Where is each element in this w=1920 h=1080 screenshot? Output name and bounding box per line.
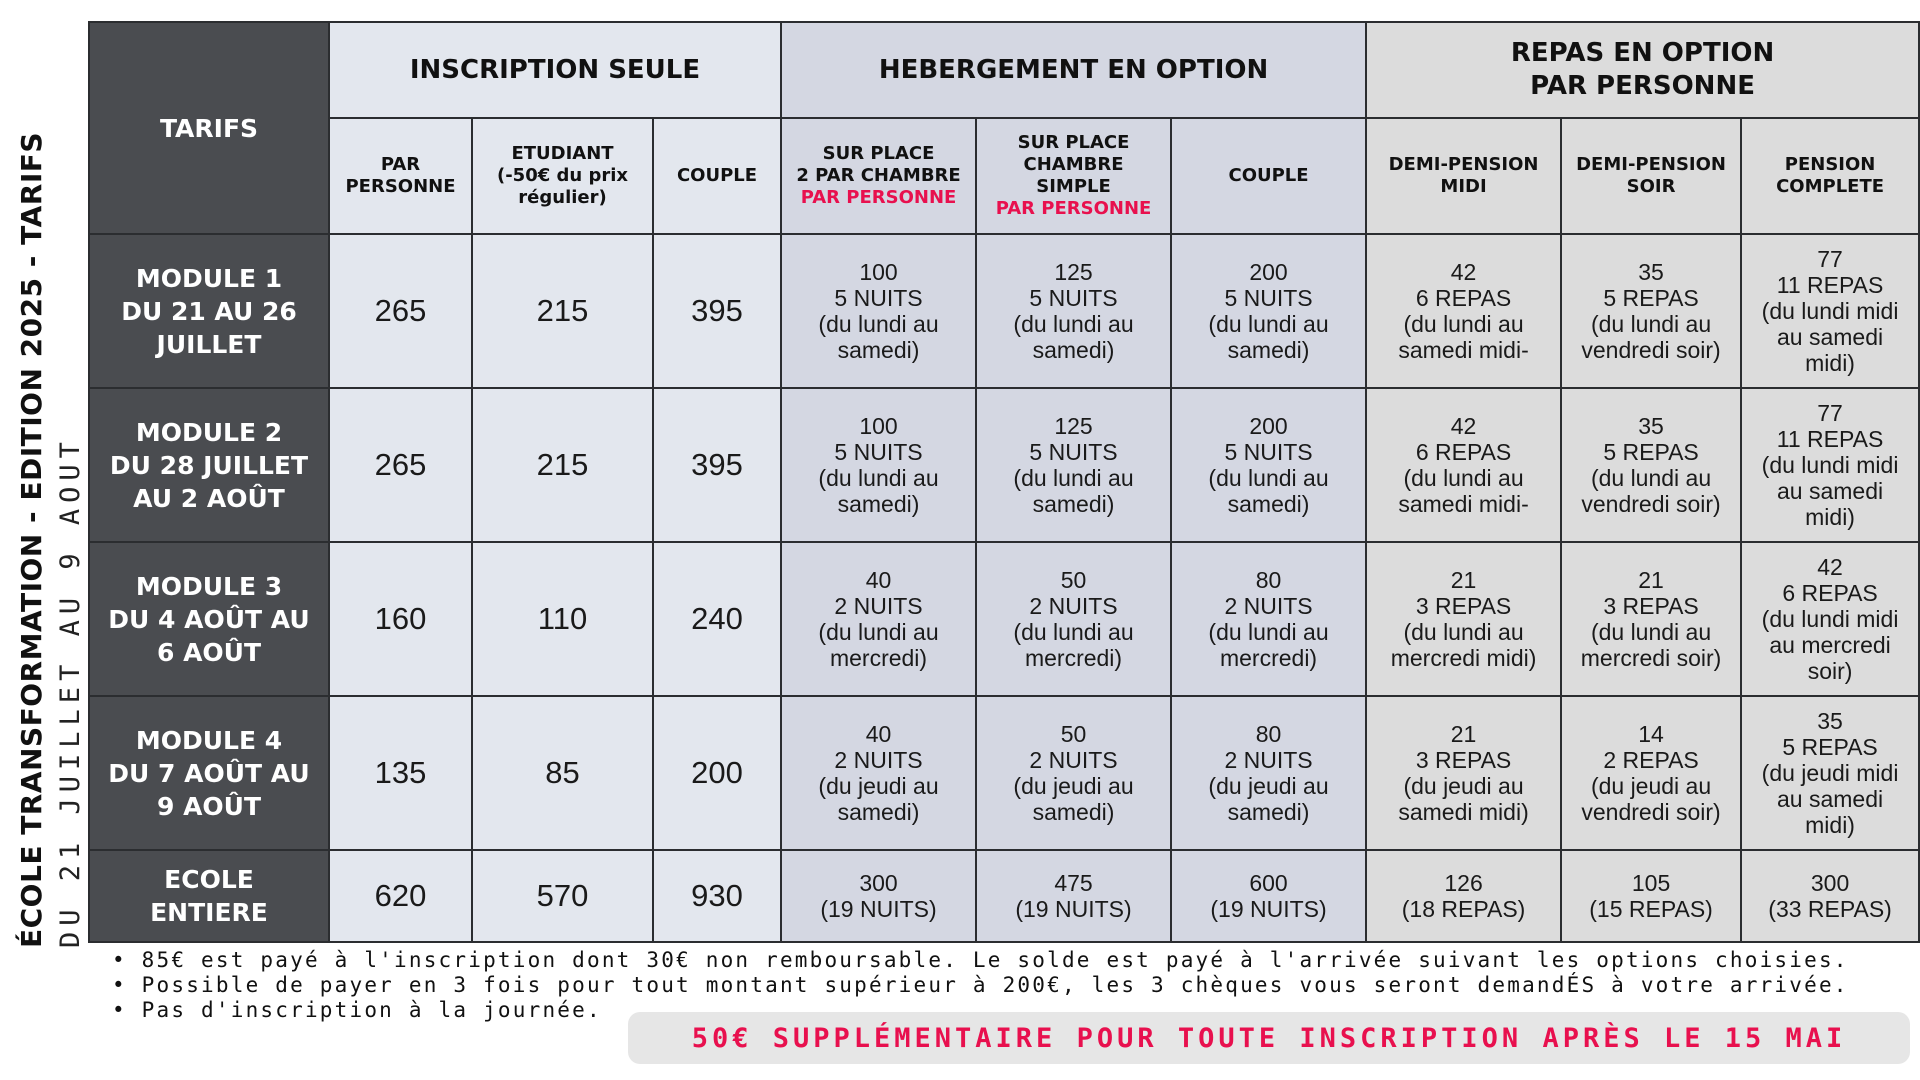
- repas-cell-line: (du jeudi au: [1403, 773, 1524, 799]
- col-par-personne: [329, 118, 472, 234]
- row-label-line: MODULE 4: [135, 725, 283, 755]
- hebergement-cell-line: 5 NUITS: [1224, 285, 1313, 311]
- inscription-price: 620: [329, 850, 472, 942]
- table-row: [89, 234, 1919, 388]
- repas-cell-line: mercredi soir): [1580, 645, 1722, 671]
- repas-cell-line: 105: [1631, 870, 1671, 896]
- repas-cell-line: 11 REPAS: [1776, 272, 1884, 298]
- repas-cell-line: 126: [1444, 870, 1483, 896]
- repas-cell: [1561, 696, 1741, 850]
- hebergement-cell-line: mercredi): [1219, 645, 1318, 671]
- hebergement-cell-line: 300: [859, 870, 898, 896]
- repas-cell-line: (du lundi au: [1590, 465, 1712, 491]
- vertical-title: ÉCOLE TRANSFORMATION - EDITION 2025 - TARIFS: [15, 131, 48, 948]
- late-fee-text: 50€ SUPPLÉMENTAIRE POUR TOUTE INSCRIPTION APRÈS LE 15 MAI: [691, 1022, 1847, 1054]
- hebergement-cell-line: 2 NUITS: [834, 747, 923, 773]
- hebergement-cell: [976, 234, 1171, 388]
- hebergement-cell-line: (du lundi au: [818, 311, 939, 337]
- repas-cell-line: 77: [1817, 400, 1843, 426]
- repas-cell: [1741, 850, 1919, 942]
- col-sur-place-simple-l2: CHAMBRE: [1023, 154, 1124, 175]
- row-label-line: MODULE 1: [135, 263, 283, 293]
- col-couple-heb: COUPLE: [1171, 118, 1366, 234]
- repas-cell-line: samedi midi-: [1398, 337, 1529, 363]
- hebergement-cell-line: (du lundi au: [1208, 619, 1329, 645]
- repas-cell-line: (du lundi au: [1403, 619, 1524, 645]
- col-couple: COUPLE: [653, 118, 781, 234]
- col-demi-soir: [1561, 118, 1741, 234]
- group-repas: [1366, 22, 1919, 118]
- hebergement-cell-line: 5 NUITS: [834, 285, 923, 311]
- repas-cell-line: 14: [1638, 721, 1664, 747]
- col-sur-place-simple-pink: PAR PERSONNE: [995, 198, 1152, 219]
- col-sur-place-2: [781, 118, 976, 234]
- hebergement-cell-line: 2 NUITS: [1029, 747, 1118, 773]
- hebergement-cell: [976, 850, 1171, 942]
- inscription-price: 240: [653, 542, 781, 696]
- note-1: • 85€ est payé à l'inscription dont 30€ non remboursable. Le solde est payé à l'arrivée suivant les options choisies.: [112, 948, 1849, 972]
- col-pension: [1741, 118, 1919, 234]
- repas-cell-line: 21: [1450, 721, 1477, 747]
- repas-cell-line: 21: [1638, 567, 1664, 593]
- hebergement-cell-line: (du lundi au: [1208, 311, 1329, 337]
- repas-cell-line: (du lundi au: [1590, 619, 1712, 645]
- hebergement-cell-line: mercredi): [1024, 645, 1123, 671]
- row-label-line: DU 7 AOÛT AU: [108, 758, 310, 788]
- repas-cell: [1561, 850, 1741, 942]
- col-par-personne-l1: PAR: [380, 154, 421, 175]
- repas-cell-line: samedi midi): [1398, 799, 1529, 825]
- col-sur-place-2-l2: 2 PAR CHAMBRE: [796, 165, 961, 186]
- row-label-line: 9 AOÛT: [156, 791, 262, 821]
- hebergement-cell: [781, 542, 976, 696]
- table-row: [89, 542, 1919, 696]
- hebergement-cell-line: samedi): [837, 799, 920, 825]
- col-etudiant-l2: (-50€ du prix: [496, 165, 629, 186]
- row-label: [89, 234, 329, 388]
- row-label-line: MODULE 3: [135, 571, 283, 601]
- repas-cell-line: au samedi: [1777, 324, 1884, 350]
- inscription-price: 395: [653, 234, 781, 388]
- hebergement-cell-line: (du lundi au: [818, 465, 939, 491]
- hebergement-cell-line: 5 NUITS: [834, 439, 923, 465]
- repas-cell-line: midi): [1805, 350, 1855, 376]
- hebergement-cell-line: samedi): [1227, 491, 1310, 517]
- inscription-price: 265: [329, 234, 472, 388]
- hebergement-cell-line: 2 NUITS: [1029, 593, 1118, 619]
- hebergement-cell-line: 80: [1255, 721, 1282, 747]
- repas-cell-line: (15 REPAS): [1589, 896, 1713, 922]
- hebergement-cell-line: 2 NUITS: [1224, 593, 1313, 619]
- repas-cell-line: 42: [1450, 259, 1477, 285]
- repas-cell-line: 42: [1817, 554, 1843, 580]
- hebergement-cell-line: (du jeudi au: [1208, 773, 1329, 799]
- repas-cell-line: (18 REPAS): [1401, 896, 1526, 922]
- inscription-price: 570: [472, 850, 653, 942]
- repas-cell-line: 5 REPAS: [1603, 439, 1699, 465]
- col-demi-midi: [1366, 118, 1561, 234]
- inscription-price: 200: [653, 696, 781, 850]
- table-row: [89, 696, 1919, 850]
- repas-cell-line: 35: [1638, 413, 1664, 439]
- repas-cell-line: 300: [1810, 870, 1850, 896]
- hebergement-cell-line: (du jeudi au: [818, 773, 939, 799]
- col-demi-soir-l2: SOIR: [1626, 176, 1676, 197]
- repas-cell-line: vendredi soir): [1581, 491, 1721, 517]
- repas-cell-line: (du jeudi au: [1590, 773, 1712, 799]
- repas-cell-line: (du jeudi midi: [1761, 760, 1899, 786]
- hebergement-cell-line: 125: [1054, 413, 1093, 439]
- repas-cell-line: 42: [1450, 413, 1477, 439]
- hebergement-cell-line: 40: [865, 567, 892, 593]
- hebergement-cell-line: samedi): [1032, 491, 1115, 517]
- row-label: [89, 388, 329, 542]
- inscription-price: 135: [329, 696, 472, 850]
- row-label-line: DU 28 JUILLET: [109, 450, 309, 480]
- repas-cell: [1366, 696, 1561, 850]
- repas-cell-line: (du lundi au: [1590, 311, 1712, 337]
- hebergement-cell-line: 125: [1054, 259, 1093, 285]
- hebergement-cell: [781, 388, 976, 542]
- repas-cell-line: 3 REPAS: [1415, 747, 1512, 773]
- hebergement-cell-line: 80: [1255, 567, 1282, 593]
- inscription-price: 160: [329, 542, 472, 696]
- repas-cell-line: samedi midi-: [1398, 491, 1529, 517]
- hebergement-cell-line: 5 NUITS: [1029, 285, 1118, 311]
- col-demi-midi-l2: MIDI: [1440, 176, 1487, 197]
- repas-cell-line: au samedi: [1777, 786, 1884, 812]
- inscription-price: 395: [653, 388, 781, 542]
- row-label: [89, 850, 329, 942]
- hebergement-cell-line: 5 NUITS: [1224, 439, 1313, 465]
- repas-cell-line: 11 REPAS: [1776, 426, 1884, 452]
- note-2: • Possible de payer en 3 fois pour tout montant supérieur à 200€, les 3 chèques vous seront demandÉS à votre arrivée.: [112, 973, 1849, 997]
- hebergement-cell-line: samedi): [1227, 799, 1310, 825]
- hebergement-cell-line: (19 NUITS): [820, 896, 937, 922]
- repas-cell: [1741, 388, 1919, 542]
- repas-cell-line: 35: [1817, 708, 1843, 734]
- hebergement-cell-line: 475: [1054, 870, 1093, 896]
- hebergement-cell-line: 200: [1249, 259, 1288, 285]
- repas-cell-line: 77: [1817, 246, 1843, 272]
- repas-cell: [1741, 696, 1919, 850]
- repas-cell-line: (du lundi au: [1403, 311, 1524, 337]
- col-pension-l1: PENSION: [1784, 154, 1876, 175]
- group-hebergement: HEBERGEMENT EN OPTION: [781, 22, 1366, 118]
- table-row: [89, 850, 1919, 942]
- col-sur-place-simple: [976, 118, 1171, 234]
- hebergement-cell: [781, 696, 976, 850]
- repas-cell-line: (33 REPAS): [1768, 896, 1892, 922]
- repas-cell-line: 3 REPAS: [1415, 593, 1512, 619]
- repas-cell-line: (du lundi au: [1403, 465, 1524, 491]
- repas-cell-line: 6 REPAS: [1415, 439, 1512, 465]
- hebergement-cell-line: mercredi): [829, 645, 928, 671]
- hebergement-cell-line: (du lundi au: [1013, 465, 1134, 491]
- inscription-price: 265: [329, 388, 472, 542]
- table-body: [89, 234, 1919, 942]
- repas-cell-line: midi): [1805, 812, 1855, 838]
- hebergement-cell-line: samedi): [1032, 799, 1115, 825]
- hebergement-cell-line: 5 NUITS: [1029, 439, 1118, 465]
- hebergement-cell: [1171, 696, 1366, 850]
- repas-cell-line: (du lundi midi: [1761, 452, 1899, 478]
- col-sur-place-2-pink: PAR PERSONNE: [800, 187, 957, 208]
- hebergement-cell: [781, 850, 976, 942]
- hebergement-cell-line: samedi): [1032, 337, 1115, 363]
- repas-cell: [1561, 542, 1741, 696]
- col-sur-place-simple-l3: SIMPLE: [1036, 176, 1111, 197]
- repas-cell-line: 21: [1450, 567, 1477, 593]
- hebergement-cell-line: 40: [865, 721, 892, 747]
- hebergement-cell: [781, 234, 976, 388]
- repas-cell-line: 6 REPAS: [1782, 580, 1878, 606]
- hebergement-cell: [1171, 234, 1366, 388]
- col-etudiant-l3: régulier): [518, 187, 607, 208]
- repas-cell-line: (du lundi midi: [1761, 298, 1899, 324]
- note-3: • Pas d'inscription à la journée.: [112, 998, 602, 1022]
- repas-cell: [1741, 234, 1919, 388]
- col-demi-midi-l1: DEMI-PENSION: [1388, 154, 1539, 175]
- hebergement-cell-line: (du jeudi au: [1013, 773, 1134, 799]
- side-titles: [0, 0, 100, 950]
- repas-cell: [1366, 388, 1561, 542]
- hebergement-cell-line: 200: [1249, 413, 1288, 439]
- tarifs-header: TARIFS: [89, 22, 329, 234]
- col-demi-soir-l1: DEMI-PENSION: [1576, 154, 1726, 175]
- hebergement-cell: [976, 542, 1171, 696]
- inscription-price: 85: [472, 696, 653, 850]
- row-label-line: JUILLET: [156, 329, 262, 359]
- hebergement-cell-line: samedi): [1227, 337, 1310, 363]
- col-sur-place-2-l1: SUR PLACE: [822, 143, 935, 164]
- repas-cell: [1366, 234, 1561, 388]
- col-par-personne-l2: PERSONNE: [345, 176, 456, 197]
- row-label-line: ECOLE: [164, 865, 254, 894]
- repas-cell-line: 35: [1638, 259, 1664, 285]
- hebergement-cell-line: (19 NUITS): [1210, 896, 1327, 922]
- row-label-line: ENTIERE: [150, 898, 268, 927]
- row-label: [89, 696, 329, 850]
- col-sur-place-simple-l1: SUR PLACE: [1017, 132, 1130, 153]
- table-row: [89, 388, 1919, 542]
- repas-cell-line: mercredi midi): [1390, 645, 1537, 671]
- hebergement-cell: [976, 388, 1171, 542]
- inscription-price: 930: [653, 850, 781, 942]
- repas-cell: [1366, 850, 1561, 942]
- repas-cell-line: soir): [1807, 658, 1853, 684]
- hebergement-cell-line: 600: [1249, 870, 1288, 896]
- repas-cell-line: 3 REPAS: [1603, 593, 1699, 619]
- repas-cell: [1561, 388, 1741, 542]
- row-label-line: MODULE 2: [135, 417, 283, 447]
- hebergement-cell: [1171, 388, 1366, 542]
- inscription-price: 110: [472, 542, 653, 696]
- row-label-line: DU 21 AU 26: [121, 296, 297, 326]
- group-repas-line2: PAR PERSONNE: [1530, 71, 1755, 101]
- inscription-price: 215: [472, 388, 653, 542]
- repas-cell-line: 6 REPAS: [1415, 285, 1512, 311]
- col-etudiant: [472, 118, 653, 234]
- repas-cell-line: 2 REPAS: [1603, 747, 1699, 773]
- row-label-line: 6 AOÛT: [156, 637, 262, 667]
- hebergement-cell-line: 2 NUITS: [834, 593, 923, 619]
- hebergement-cell: [1171, 850, 1366, 942]
- hebergement-cell: [976, 696, 1171, 850]
- row-label-line: AU 2 AOÛT: [133, 483, 285, 513]
- hebergement-cell-line: samedi): [837, 491, 920, 517]
- row-label: [89, 542, 329, 696]
- repas-cell: [1561, 234, 1741, 388]
- hebergement-cell-line: (du lundi au: [1013, 311, 1134, 337]
- hebergement-cell-line: 50: [1060, 567, 1087, 593]
- repas-cell-line: 5 REPAS: [1782, 734, 1878, 760]
- hebergement-cell-line: (du lundi au: [1208, 465, 1329, 491]
- hebergement-cell-line: (19 NUITS): [1015, 896, 1132, 922]
- col-pension-l2: COMPLETE: [1776, 176, 1885, 197]
- hebergement-cell-line: samedi): [837, 337, 920, 363]
- repas-cell: [1366, 542, 1561, 696]
- col-etudiant-l1: ETUDIANT: [511, 143, 614, 164]
- repas-cell-line: vendredi soir): [1581, 799, 1721, 825]
- vertical-subtitle: DU 21 JUILLET AU 9 AOUT: [55, 436, 86, 948]
- repas-cell-line: (du lundi midi: [1761, 606, 1899, 632]
- hebergement-cell-line: 100: [859, 413, 898, 439]
- group-repas-line1: REPAS EN OPTION: [1510, 38, 1775, 68]
- repas-cell-line: vendredi soir): [1581, 337, 1721, 363]
- hebergement-cell-line: 100: [859, 259, 898, 285]
- repas-cell: [1741, 542, 1919, 696]
- repas-cell-line: au mercredi: [1769, 632, 1891, 658]
- row-label-line: DU 4 AOÛT AU: [108, 604, 310, 634]
- hebergement-cell-line: 50: [1060, 721, 1087, 747]
- repas-cell-line: au samedi: [1777, 478, 1884, 504]
- hebergement-cell-line: (du lundi au: [1013, 619, 1134, 645]
- late-fee-banner: [628, 1012, 1910, 1064]
- inscription-price: 215: [472, 234, 653, 388]
- tarifs-table: [88, 21, 1920, 943]
- hebergement-cell-line: 2 NUITS: [1224, 747, 1313, 773]
- repas-cell-line: 5 REPAS: [1603, 285, 1699, 311]
- hebergement-cell-line: (du lundi au: [818, 619, 939, 645]
- group-inscription: INSCRIPTION SEULE: [329, 22, 781, 118]
- repas-cell-line: midi): [1805, 504, 1855, 530]
- hebergement-cell: [1171, 542, 1366, 696]
